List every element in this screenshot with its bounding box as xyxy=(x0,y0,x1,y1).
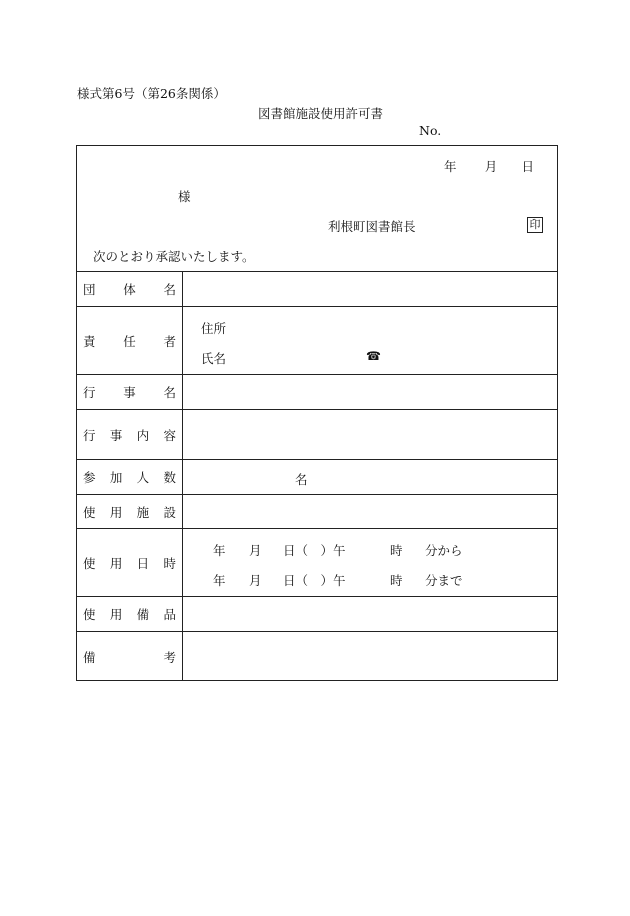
label-group-name: 団 体 名 xyxy=(83,282,176,297)
label-participants: 参 加 人 数 xyxy=(83,470,176,485)
seal-mark: 印 xyxy=(527,217,543,233)
label-usage-datetime: 使 用 日 時 xyxy=(83,555,176,571)
value-remarks xyxy=(183,632,557,681)
row-facility xyxy=(77,494,557,528)
row-responsible-person xyxy=(77,306,557,374)
value-facility xyxy=(183,495,557,528)
row-remarks xyxy=(77,631,557,681)
row-event-content xyxy=(77,409,557,459)
month-label: 月 xyxy=(484,159,498,174)
form-number: 様式第6号（第26条関係） xyxy=(77,86,226,101)
year-label: 年 xyxy=(444,159,457,174)
addressee-suffix: 様 xyxy=(178,189,191,204)
label-responsible-person: 責 任 者 xyxy=(83,333,176,349)
address-label: 住所 xyxy=(201,321,227,336)
approval-statement: 次のとおり承認いたします。 xyxy=(93,249,255,264)
label-remarks: 備 考 xyxy=(83,649,176,665)
row-event-name xyxy=(77,374,557,409)
issuer-name: 利根町図書館長 xyxy=(328,219,416,234)
value-event-content xyxy=(183,410,557,459)
phone-icon: ☎ xyxy=(366,349,381,363)
participants-unit: 名 xyxy=(295,472,308,487)
issue-date xyxy=(444,157,534,175)
name-label: 氏名 xyxy=(201,351,227,366)
value-event-name xyxy=(183,375,557,409)
label-event-name: 行 事 名 xyxy=(83,385,176,400)
document-title: 図書館施設使用許可書 xyxy=(258,106,384,121)
document-number-label: No. xyxy=(419,123,442,138)
permit-form-frame xyxy=(76,145,558,681)
value-equipment xyxy=(183,597,557,631)
value-usage-datetime: 年 月 日（ ）午 時 分から 年 月 日（ ）午 時 分まで xyxy=(213,543,463,588)
value-responsible-person xyxy=(183,307,557,374)
row-participants xyxy=(77,459,557,494)
row-equipment xyxy=(77,596,557,631)
day-label: 日 xyxy=(521,159,534,174)
value-group-name xyxy=(183,272,557,306)
label-equipment: 使 用 備 品 xyxy=(83,607,176,622)
value-participants xyxy=(183,460,557,494)
label-facility: 使 用 施 設 xyxy=(83,504,176,520)
label-event-content: 行 事 内 容 xyxy=(83,427,176,443)
row-group-name xyxy=(77,271,557,306)
row-usage-datetime xyxy=(77,528,557,596)
